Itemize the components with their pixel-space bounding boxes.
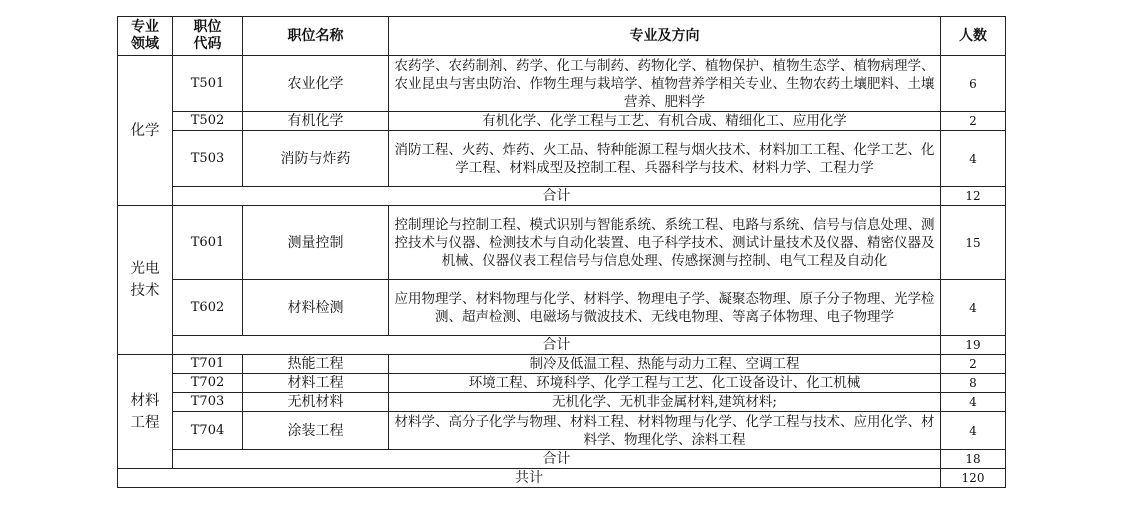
headcount: 2 (941, 355, 1006, 374)
field-chemistry: 化学 (118, 56, 173, 206)
subtotal-row (118, 336, 1006, 355)
table-row (118, 374, 1006, 393)
header-name: 职位名称 (243, 17, 389, 56)
position-code: T503 (173, 131, 243, 187)
subtotal-label: 合计 (173, 450, 941, 469)
subtotal-value: 12 (941, 187, 1006, 206)
position-code: T701 (173, 355, 243, 374)
subtotal-row (118, 187, 1006, 206)
major-cell: 消防工程、火药、炸药、火工品、特种能源工程与烟火技术、材料加工工程、化学工艺、化学工程、材料成型及控制工程、兵器科学与技术、材料力学、工程力学 (389, 131, 941, 187)
table-row (118, 131, 1006, 187)
subtotal-row (118, 450, 1006, 469)
position-name: 热能工程 (243, 355, 389, 374)
headcount: 2 (941, 112, 1006, 131)
subtotal-value: 18 (941, 450, 1006, 469)
table-row (118, 355, 1006, 374)
headcount: 4 (941, 393, 1006, 412)
table-row (118, 393, 1006, 412)
position-name: 农业化学 (243, 56, 389, 112)
position-code: T501 (173, 56, 243, 112)
position-code: T703 (173, 393, 243, 412)
header-major: 专业及方向 (389, 17, 941, 56)
subtotal-label: 合计 (173, 336, 941, 355)
table-row (118, 280, 1006, 336)
position-code: T601 (173, 206, 243, 280)
headcount: 4 (941, 280, 1006, 336)
subtotal-value: 19 (941, 336, 1006, 355)
position-name: 无机材料 (243, 393, 389, 412)
major-cell: 有机化学、化学工程与工艺、有机合成、精细化工、应用化学 (389, 112, 941, 131)
total-label: 共计 (118, 469, 941, 488)
header-count: 人数 (941, 17, 1006, 56)
position-name: 材料工程 (243, 374, 389, 393)
table-row (118, 412, 1006, 450)
major-cell: 农药学、农药制剂、药学、化工与制药、药物化学、植物保护、植物生态学、植物病理学、农业昆虫与害虫防治、作物生理与栽培学、植物营养学相关专业、生物农药土壤肥料、土壤营养、肥料学 (389, 56, 941, 112)
headcount: 4 (941, 412, 1006, 450)
major-cell: 控制理论与控制工程、模式识别与智能系统、系统工程、电路与系统、信号与信息处理、测控技术与仪器、检测技术与自动化装置、电子科学技术、测试计量技术及仪器、精密仪器及机械、仪器仪表工程信号与信息处理、传感探测与控制、电气工程及自动化 (389, 206, 941, 280)
table-row (118, 112, 1006, 131)
total-value: 120 (941, 469, 1006, 488)
major-cell: 材料学、高分子化学与物理、材料工程、材料物理与化学、化学工程与技术、应用化学、材料学、物理化学、涂料工程 (389, 412, 941, 450)
headcount: 8 (941, 374, 1006, 393)
recruitment-table (117, 16, 1006, 488)
header-row (118, 17, 1006, 56)
subtotal-label: 合计 (173, 187, 941, 206)
major-cell: 制冷及低温工程、热能与动力工程、空调工程 (389, 355, 941, 374)
major-cell: 无机化学、无机非金属材料,建筑材料; (389, 393, 941, 412)
headcount: 6 (941, 56, 1006, 112)
header-field: 专业 领域 (118, 17, 173, 56)
position-code: T702 (173, 374, 243, 393)
field-materials: 材料 工程 (118, 355, 173, 469)
position-code: T704 (173, 412, 243, 450)
position-name: 涂装工程 (243, 412, 389, 450)
table-row (118, 56, 1006, 112)
major-cell: 应用物理学、材料物理与化学、材料学、物理电子学、凝聚态物理、原子分子物理、光学检测、超声检测、电磁场与微波技术、无线电物理、等离子体物理、电子物理学 (389, 280, 941, 336)
headcount: 15 (941, 206, 1006, 280)
position-code: T502 (173, 112, 243, 131)
position-code: T602 (173, 280, 243, 336)
position-name: 材料检测 (243, 280, 389, 336)
headcount: 4 (941, 131, 1006, 187)
position-name: 测量控制 (243, 206, 389, 280)
position-name: 消防与炸药 (243, 131, 389, 187)
field-optoelectronics: 光电 技术 (118, 206, 173, 355)
header-code: 职位 代码 (173, 17, 243, 56)
total-row (118, 469, 1006, 488)
table-row (118, 206, 1006, 280)
major-cell: 环境工程、环境科学、化学工程与工艺、化工设备设计、化工机械 (389, 374, 941, 393)
position-name: 有机化学 (243, 112, 389, 131)
